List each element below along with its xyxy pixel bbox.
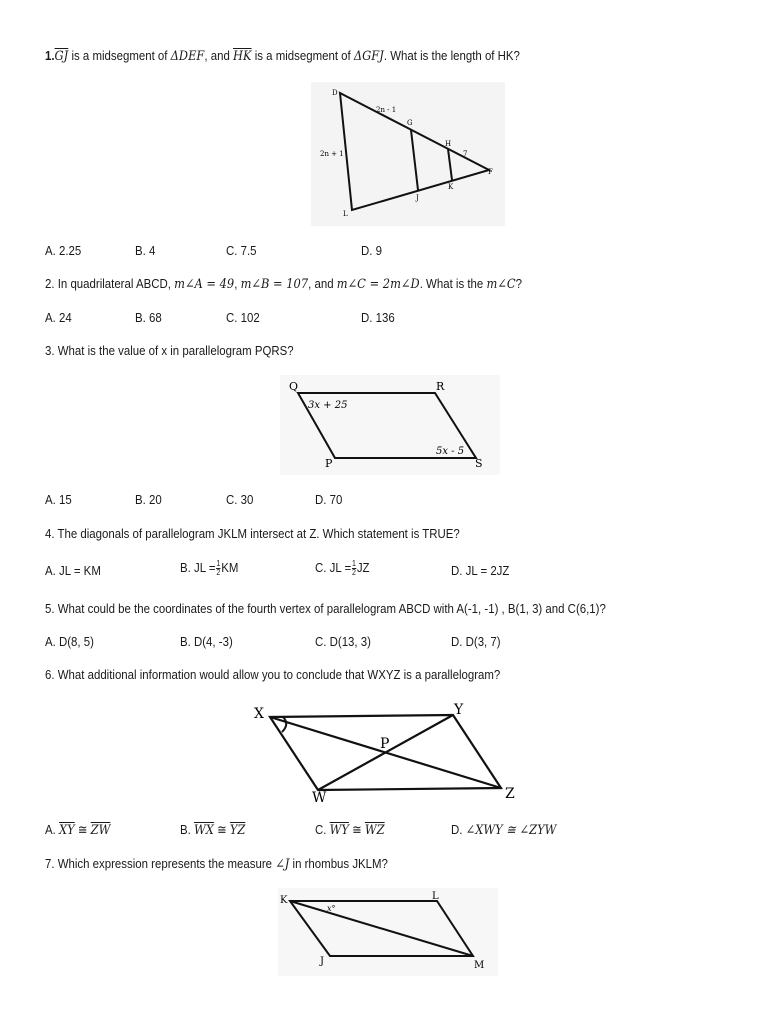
question-1-text-2: , and (204, 48, 234, 63)
option-2c[interactable]: C. 102 (226, 310, 260, 325)
option-4c[interactable] (315, 560, 370, 577)
angle-j: ∠J (275, 857, 290, 872)
option-1b[interactable]: B. 4 (135, 243, 156, 258)
option-3d[interactable]: D. 70 (315, 492, 343, 507)
angle-b-measure: m∠B = 107 (240, 277, 309, 292)
label-p: P (325, 457, 333, 470)
option-5b[interactable]: B. D(4, -3) (180, 634, 233, 649)
label-m: M (474, 960, 485, 971)
option-2b[interactable]: B. 68 (135, 310, 162, 325)
option-1d[interactable]: D. 9 (361, 243, 382, 258)
option-3c[interactable]: C. 30 (226, 492, 254, 507)
label-y: Y (454, 702, 464, 718)
option-5d[interactable]: D. D(3, 7) (451, 634, 501, 649)
question-1-number: 1. (45, 48, 55, 63)
question-2-text-4: ? (515, 276, 523, 291)
option-6b[interactable]: B. $\overline{WX}$ ≅ $\overline{YZ}$ (180, 822, 246, 838)
angle-s-label: 5x - 5 (436, 446, 465, 457)
question-1-text-1: is a midsegment of (68, 48, 171, 63)
triangle-gfj: ΔGFJ (353, 49, 384, 64)
angle-q-label: 3x + 25 (308, 400, 348, 411)
label-x: X (254, 706, 264, 722)
question-7-text-1: 7. Which expression represents the measure (45, 856, 276, 871)
rhombus-jklm-figure (278, 888, 498, 981)
option-4b-prefix: B. JL = (180, 560, 216, 575)
option-1c[interactable]: C. 7.5 (226, 243, 257, 258)
segment-zw: $\overline{ZW}$ (90, 823, 111, 838)
label-g: G (407, 119, 413, 127)
angle-congruence: ∠XWY ≅ ∠ZYW (465, 823, 557, 838)
label-l: L (432, 891, 439, 902)
diagonal-wy (318, 715, 453, 790)
label-p: P (380, 736, 390, 752)
angle-mark-x (282, 717, 286, 732)
option-4a[interactable]: A. JL = KM (45, 563, 101, 578)
figure-background (280, 375, 500, 475)
triangle-def: ΔDEF (170, 49, 205, 64)
option-3a[interactable]: A. 15 (45, 492, 72, 507)
label-j: J (416, 194, 419, 202)
question-1-text-3: is a midsegment of (251, 48, 354, 63)
label-d: D (332, 89, 338, 97)
question-2-text-1: 2. In quadrilateral ABCD, (45, 276, 175, 291)
angle-c-relation: m∠C = 2m∠D (336, 277, 420, 292)
label-r: R (436, 380, 445, 393)
segment-xy: $\overline{XY}$ (58, 823, 75, 838)
fraction-half: $\frac{1}{2}$ (352, 559, 356, 578)
option-2a[interactable]: A. 24 (45, 310, 72, 325)
question-3: 3. What is the value of x in parallelogram PQRS? (45, 343, 294, 358)
label-q: Q (289, 380, 299, 393)
option-4c-suffix: JZ (356, 560, 370, 575)
question-6: 6. What additional information would allow you to conclude that WXYZ is a parallelogram? (45, 667, 501, 682)
question-1-text-4: . What is the length of HK? (383, 48, 520, 63)
option-6c[interactable]: C. $\overline{WY}$ ≅ $\overline{WZ}$ (315, 822, 385, 838)
label-z: Z (505, 786, 515, 802)
option-3b[interactable]: B. 20 (135, 492, 162, 507)
parallelogram-wxyz-figure (248, 700, 528, 815)
option-6a[interactable]: A. $\overline{XY}$ ≅ $\overline{ZW}$ (45, 822, 111, 838)
angle-c: m∠C (486, 277, 516, 292)
option-6d[interactable]: D. ∠XWY ≅ ∠ZYW (451, 822, 557, 838)
segment-wx: $\overline{WX}$ (193, 823, 214, 838)
label-k: K (280, 895, 288, 906)
label-j: J (320, 956, 325, 967)
label-l: L (343, 210, 348, 218)
question-2-text-2: , and (308, 276, 337, 291)
question-2-comma: , (234, 276, 241, 291)
option-4b-suffix: KM (221, 560, 239, 575)
label-k: K (448, 183, 454, 191)
question-7-text-2: in rhombus JKLM? (289, 856, 388, 871)
parallelogram-pqrs-figure (280, 375, 500, 480)
label-w: W (312, 790, 327, 806)
label-h: H (445, 140, 452, 148)
angle-a-measure: m∠A = 49 (174, 277, 235, 292)
fraction-half: $\frac{1}{2}$ (216, 559, 221, 578)
segment-yz: $\overline{YZ}$ (229, 823, 246, 838)
segment-wz: $\overline{WZ}$ (364, 823, 385, 838)
segment-gj: $\overline{GJ}$ (54, 49, 69, 64)
option-5a[interactable]: A. D(8, 5) (45, 634, 94, 649)
question-2-text-3: . What is the (419, 276, 487, 291)
label-f: F (488, 168, 493, 176)
option-1a[interactable]: A. 2.25 (45, 243, 82, 258)
question-7 (45, 856, 388, 872)
option-2d[interactable]: D. 136 (361, 310, 395, 325)
segment-hk: $\overline{HK}$ (233, 49, 252, 64)
segment-wy: $\overline{WY}$ (329, 823, 349, 838)
question-4: 4. The diagonals of parallelogram JKLM intersect at Z. Which statement is TRUE? (45, 526, 460, 541)
triangle-figure (311, 82, 505, 231)
angle-x-label: x° (327, 904, 336, 913)
label-2n-minus-1: 2n - 1 (376, 106, 397, 114)
question-2 (45, 276, 522, 292)
label-s: S (475, 457, 483, 470)
option-4d[interactable]: D. JL = 2JZ (451, 563, 510, 578)
label-2n-plus-1: 2n + 1 (320, 150, 344, 158)
question-5: 5. What could be the coordinates of the fourth vertex of parallelogram ABCD with A(-1, -1) , B(1, 3) and C(6,1)? (45, 601, 606, 616)
option-4c-prefix: C. JL = (315, 560, 352, 575)
option-4b[interactable] (180, 560, 238, 577)
option-5c[interactable]: C. D(13, 3) (315, 634, 371, 649)
question-1 (45, 48, 520, 64)
label-7: 7 (463, 150, 468, 158)
